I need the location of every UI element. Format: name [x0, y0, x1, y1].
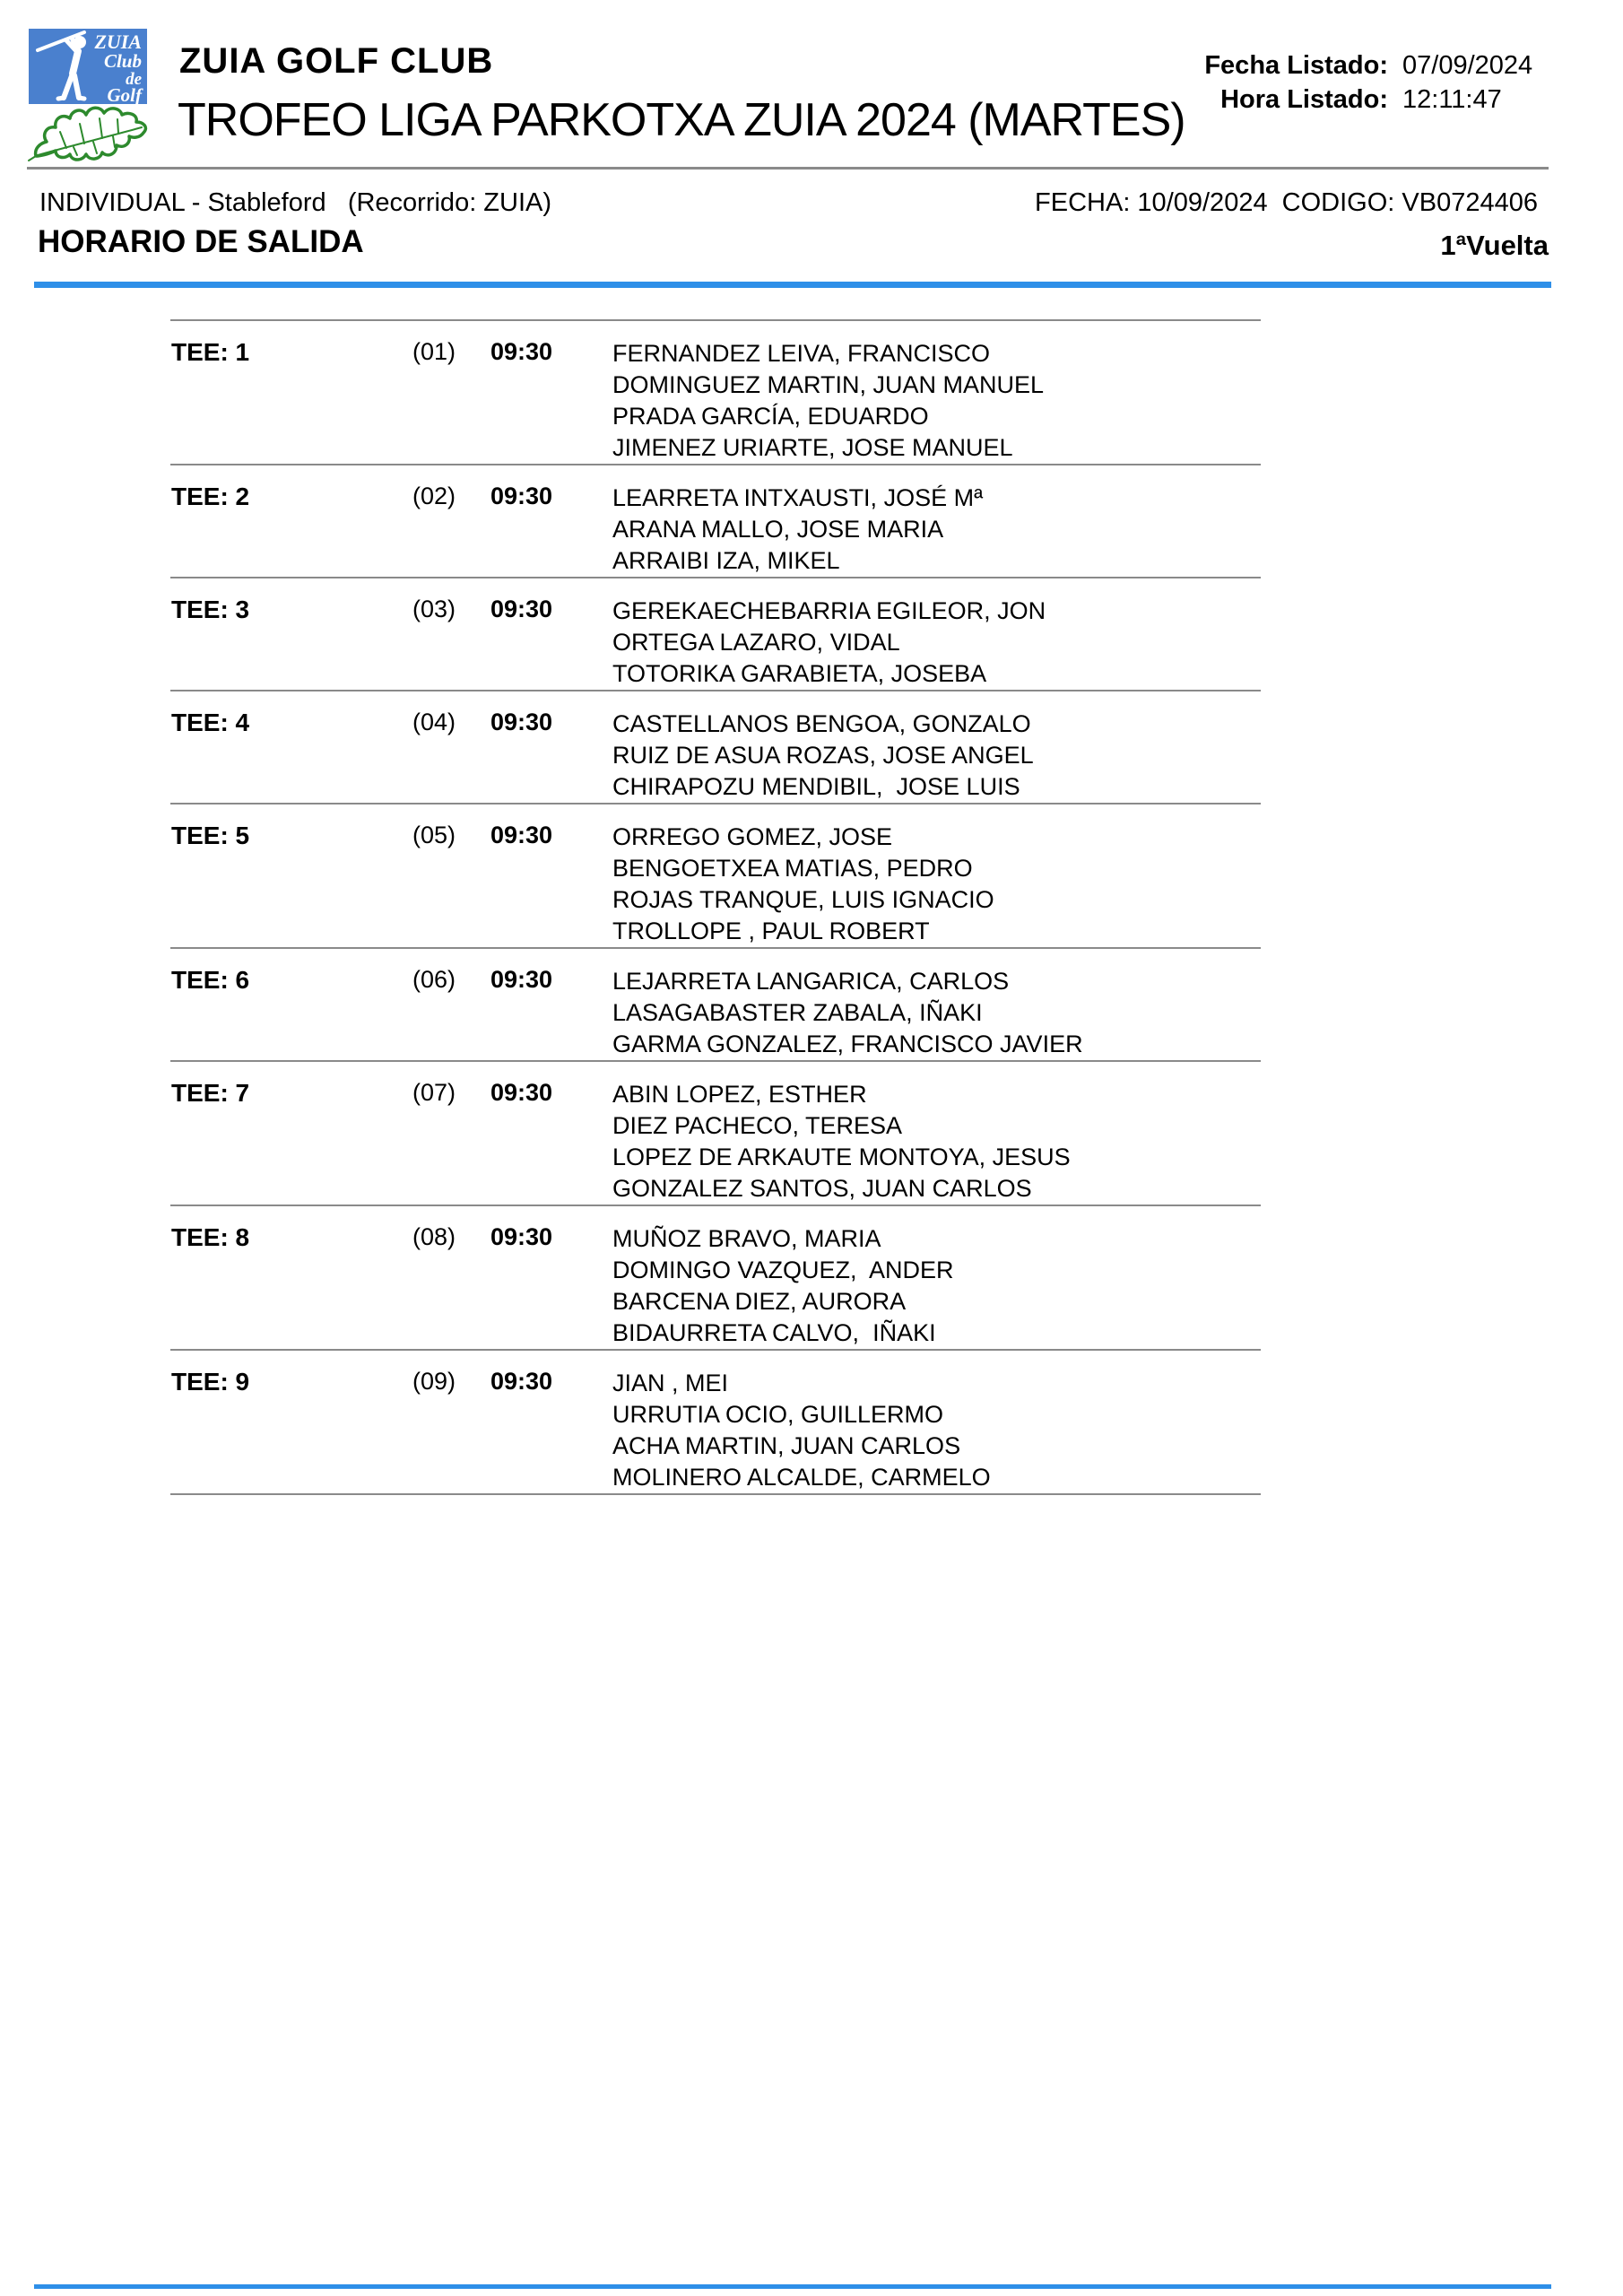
- player-name: GONZALEZ SANTOS, JUAN CARLOS: [612, 1175, 1032, 1202]
- flight-number: (08): [412, 1223, 456, 1250]
- hora-listado-line: [1103, 83, 1532, 117]
- start-time: 09:30: [490, 1079, 553, 1106]
- players-list: [612, 1223, 1261, 1349]
- tee-row-7: [170, 1062, 1261, 1206]
- logo-text-golf: Golf: [107, 84, 142, 106]
- start-time: 09:30: [490, 338, 553, 365]
- tee-row-1: [170, 321, 1261, 465]
- players-list: [612, 1079, 1261, 1205]
- player-name: LEARRETA INTXAUSTI, JOSÉ Mª: [612, 484, 984, 511]
- player-name: ARANA MALLO, JOSE MARIA: [612, 516, 944, 543]
- tee-label: TEE: 1: [171, 338, 250, 366]
- logo-text-de: de: [126, 70, 142, 89]
- player-name: LASAGABASTER ZABALA, IÑAKI: [612, 999, 983, 1026]
- logo-text-club: Club: [103, 50, 142, 72]
- flight-number: (09): [412, 1368, 456, 1395]
- accent-divider-bottom: [34, 2284, 1551, 2289]
- tee-row-9: [170, 1351, 1261, 1495]
- flight-number: (04): [412, 709, 456, 735]
- header-divider: [27, 167, 1549, 170]
- tee-schedule-table: [170, 319, 1261, 1495]
- hora-listado-label: Hora Listado:: [1220, 85, 1388, 114]
- tee-row-3: [170, 578, 1261, 691]
- tee-row-2: [170, 465, 1261, 578]
- flight-number: (01): [412, 338, 456, 365]
- logo-text-zuia: ZUIA: [94, 30, 142, 53]
- tee-row-6: [170, 949, 1261, 1062]
- players-list: [612, 966, 1261, 1060]
- tee-label: TEE: 7: [171, 1079, 250, 1107]
- listing-meta: [1103, 48, 1532, 117]
- player-name: LEJARRETA LANGARICA, CARLOS: [612, 968, 1010, 995]
- player-name: CHIRAPOZU MENDIBIL, JOSE LUIS: [612, 773, 1020, 800]
- player-name: MOLINERO ALCALDE, CARMELO: [612, 1464, 991, 1491]
- tee-label: TEE: 3: [171, 596, 250, 623]
- player-name: DIEZ PACHECO, TERESA: [612, 1112, 903, 1139]
- flight-number: (06): [412, 966, 456, 993]
- players-list: [612, 483, 1261, 577]
- start-time: 09:30: [490, 1368, 553, 1395]
- oak-leaf-icon: [29, 108, 145, 161]
- player-name: DOMINGUEZ MARTIN, JUAN MANUEL: [612, 371, 1045, 398]
- fecha-listado-label: Fecha Listado:: [1204, 51, 1388, 80]
- players-list: [612, 596, 1261, 690]
- player-name: ACHA MARTIN, JUAN CARLOS: [612, 1432, 961, 1459]
- start-time: 09:30: [490, 596, 553, 622]
- player-name: ROJAS TRANQUE, LUIS IGNACIO: [612, 886, 994, 913]
- player-name: ORREGO GOMEZ, JOSE: [612, 823, 893, 850]
- tee-label: TEE: 2: [171, 483, 250, 510]
- section-title: HORARIO DE SALIDA: [38, 224, 364, 259]
- player-name: GARMA GONZALEZ, FRANCISCO JAVIER: [612, 1031, 1083, 1057]
- fecha-codigo: FECHA: 10/09/2024 CODIGO: VB0724406: [1035, 188, 1538, 217]
- start-time: 09:30: [490, 822, 553, 848]
- tee-label: TEE: 9: [171, 1368, 250, 1396]
- players-list: [612, 1368, 1261, 1493]
- player-name: CASTELLANOS BENGOA, GONZALO: [612, 710, 1031, 737]
- player-name: LOPEZ DE ARKAUTE MONTOYA, JESUS: [612, 1144, 1071, 1170]
- player-name: DOMINGO VAZQUEZ, ANDER: [612, 1257, 954, 1283]
- player-name: ORTEGA LAZARO, VIDAL: [612, 629, 900, 656]
- start-time: 09:30: [490, 483, 553, 509]
- player-name: ARRAIBI IZA, MIKEL: [612, 547, 840, 574]
- tee-label: TEE: 8: [171, 1223, 250, 1251]
- tee-label: TEE: 6: [171, 966, 250, 994]
- fecha-listado-value: 07/09/2024: [1402, 51, 1533, 80]
- player-name: ABIN LOPEZ, ESTHER: [612, 1081, 867, 1108]
- players-list: [612, 338, 1261, 464]
- club-logo: [27, 23, 151, 167]
- player-name: JIAN , MEI: [612, 1370, 729, 1396]
- start-time: 09:30: [490, 1223, 553, 1250]
- flight-number: (02): [412, 483, 456, 509]
- start-time: 09:30: [490, 966, 553, 993]
- player-name: BENGOETXEA MATIAS, PEDRO: [612, 855, 973, 882]
- player-name: URRUTIA OCIO, GUILLERMO: [612, 1401, 944, 1428]
- player-name: TROLLOPE , PAUL ROBERT: [612, 918, 930, 944]
- club-name: ZUIA GOLF CLUB: [179, 41, 494, 81]
- player-name: RUIZ DE ASUA ROZAS, JOSE ANGEL: [612, 742, 1034, 769]
- fecha-listado-line: [1103, 48, 1532, 83]
- tee-row-4: [170, 691, 1261, 804]
- player-name: BIDAURRETA CALVO, IÑAKI: [612, 1319, 936, 1346]
- flight-number: (03): [412, 596, 456, 622]
- competition-format: INDIVIDUAL - Stableford (Recorrido: ZUIA): [39, 188, 552, 217]
- tee-row-8: [170, 1206, 1261, 1351]
- start-time: 09:30: [490, 709, 553, 735]
- player-name: JIMENEZ URIARTE, JOSE MANUEL: [612, 434, 1013, 461]
- player-name: PRADA GARCÍA, EDUARDO: [612, 403, 929, 430]
- flight-number: (05): [412, 822, 456, 848]
- player-name: TOTORIKA GARABIETA, JOSEBA: [612, 660, 987, 687]
- player-name: GEREKAECHEBARRIA EGILEOR, JON: [612, 597, 1046, 624]
- player-name: MUÑOZ BRAVO, MARIA: [612, 1225, 881, 1252]
- tee-label: TEE: 5: [171, 822, 250, 849]
- tournament-title: TROFEO LIGA PARKOTXA ZUIA 2024 (MARTES): [178, 94, 1185, 146]
- tee-row-5: [170, 804, 1261, 949]
- tee-label: TEE: 4: [171, 709, 250, 736]
- round-label: 1ªVuelta: [1440, 230, 1549, 261]
- players-list: [612, 709, 1261, 803]
- hora-listado-value: 12:11:47: [1402, 85, 1502, 114]
- flight-number: (07): [412, 1079, 456, 1106]
- accent-divider-top: [34, 282, 1551, 288]
- player-name: FERNANDEZ LEIVA, FRANCISCO: [612, 340, 991, 367]
- player-name: BARCENA DIEZ, AURORA: [612, 1288, 907, 1315]
- players-list: [612, 822, 1261, 947]
